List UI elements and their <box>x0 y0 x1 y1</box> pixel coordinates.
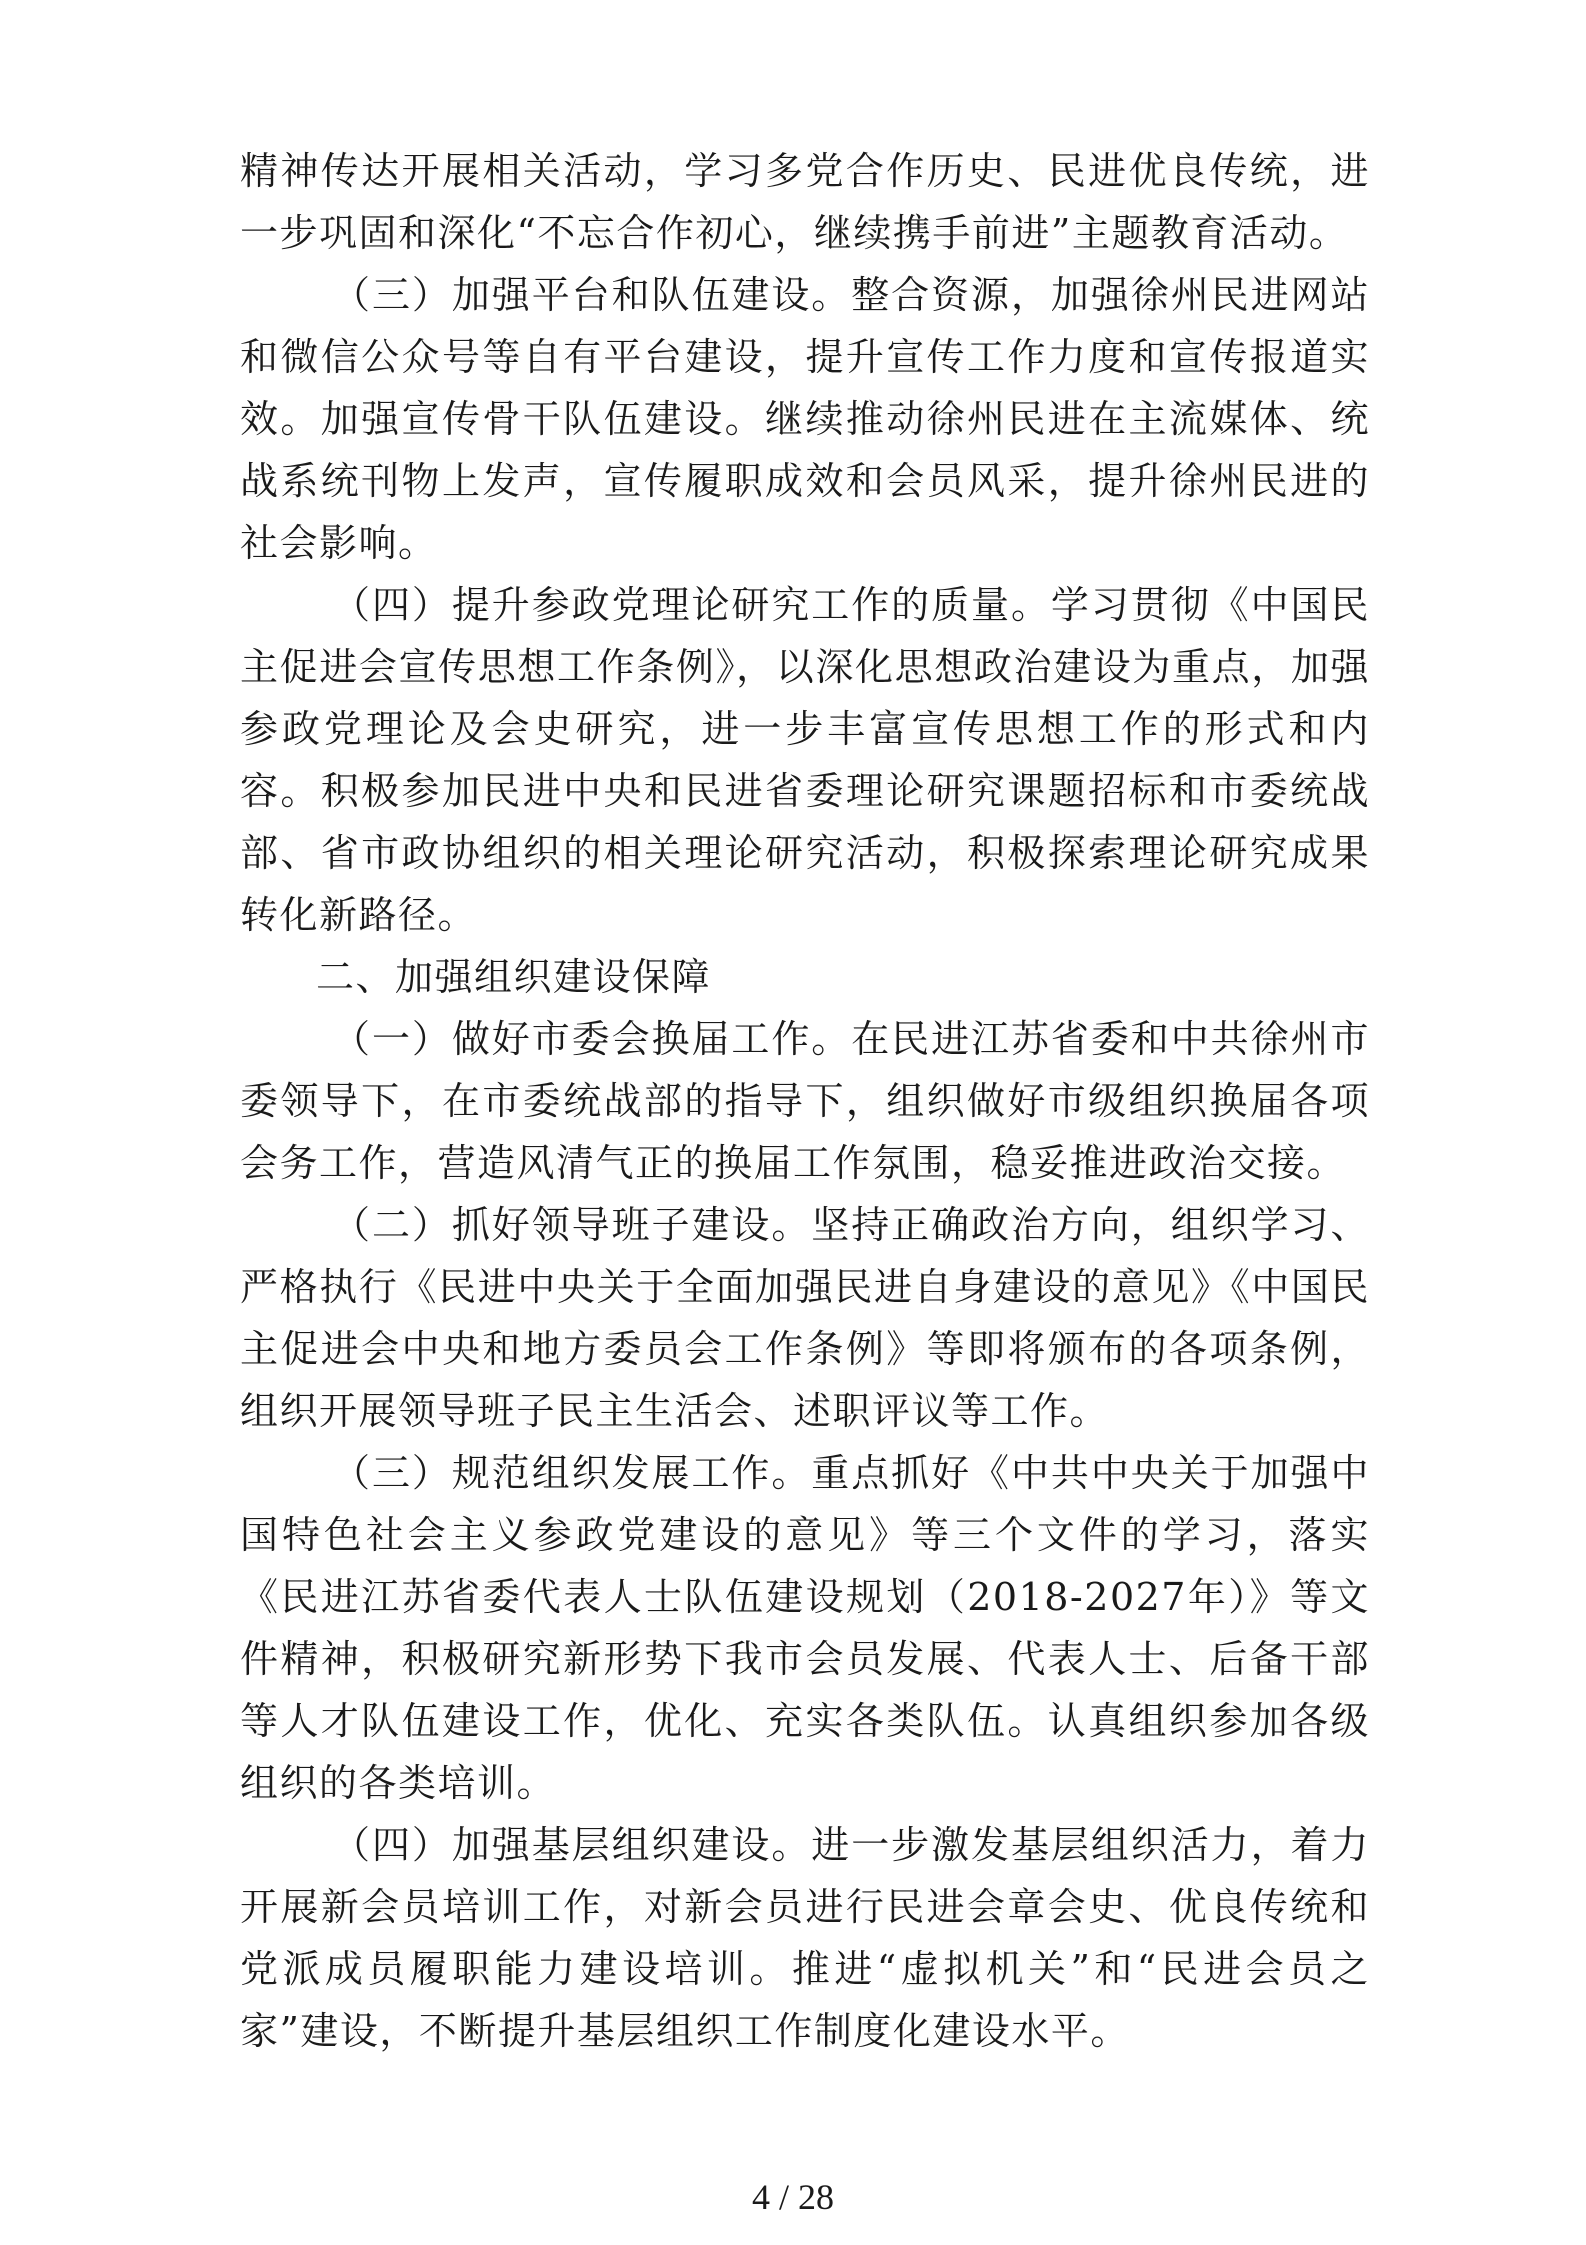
paragraph-development: （三）规范组织发展工作。重点抓好《中共中央关于加强中国特色社会主义参政党建设的意见》等三个文件的学习，落实《民进江苏省委代表人士队伍建设规划（2018-2027年）》等文件精神，积极研究新形势下我市会员发展、代表人士、后备干部等人才队伍建设工作，优化、充实各类队伍。认真组织参加各级组织的各类培训。 <box>240 1451 1370 1805</box>
paragraph-leadership: （二）抓好领导班子建设。坚持正确政治方向，组织学习、严格执行《民进中央关于全面加强民进自身建设的意见》《中国民主促进会中央和地方委员会工作条例》等即将颁布的各项条例，组织开展领导班子民主生活会、述职评议等工作。 <box>240 1203 1370 1433</box>
paragraph-theory-research: （四）提升参政党理论研究工作的质量。学习贯彻《中国民主促进会宣传思想工作条例》，以深化思想政治建设为重点，加强参政党理论及会史研究，进一步丰富宣传思想工作的形式和内容。积极参加民进中央和民进省委理论研究课题招标和市委统战部、省市政协组织的相关理论研究活动，积极探索理论研究成果转化新路径。 <box>240 583 1370 937</box>
paragraph-platform-team: （三）加强平台和队伍建设。整合资源，加强徐州民进网站和微信公众号等自有平台建设，提升宣传工作力度和宣传报道实效。加强宣传骨干队伍建设。继续推动徐州民进在主流媒体、统战系统刊物上发声，宣传履职成效和会员风采，提升徐州民进的社会影响。 <box>240 273 1370 565</box>
page-number: 4 / 28 <box>751 2177 834 2217</box>
paragraph-continuation: 精神传达开展相关活动，学习多党合作历史、民进优良传统，进一步巩固和深化“不忘合作初心，继续携手前进”主题教育活动。 <box>240 149 1370 255</box>
paragraph-grassroots: （四）加强基层组织建设。进一步激发基层组织活力，着力开展新会员培训工作，对新会员进行民进会章会史、优良传统和党派成员履职能力建设培训。推进“虚拟机关”和“民进会员之家”建设，不断提升基层组织工作制度化建设水平。 <box>240 1823 1370 2053</box>
section-heading-organization: 二、加强组织建设保障 <box>316 955 712 999</box>
document-body <box>240 140 1370 2062</box>
paragraph-election: （一）做好市委会换届工作。在民进江苏省委和中共徐州市委领导下，在市委统战部的指导下，组织做好市级组织换届各项会务工作，营造风清气正的换届工作氛围，稳妥推进政治交接。 <box>240 1017 1370 1185</box>
